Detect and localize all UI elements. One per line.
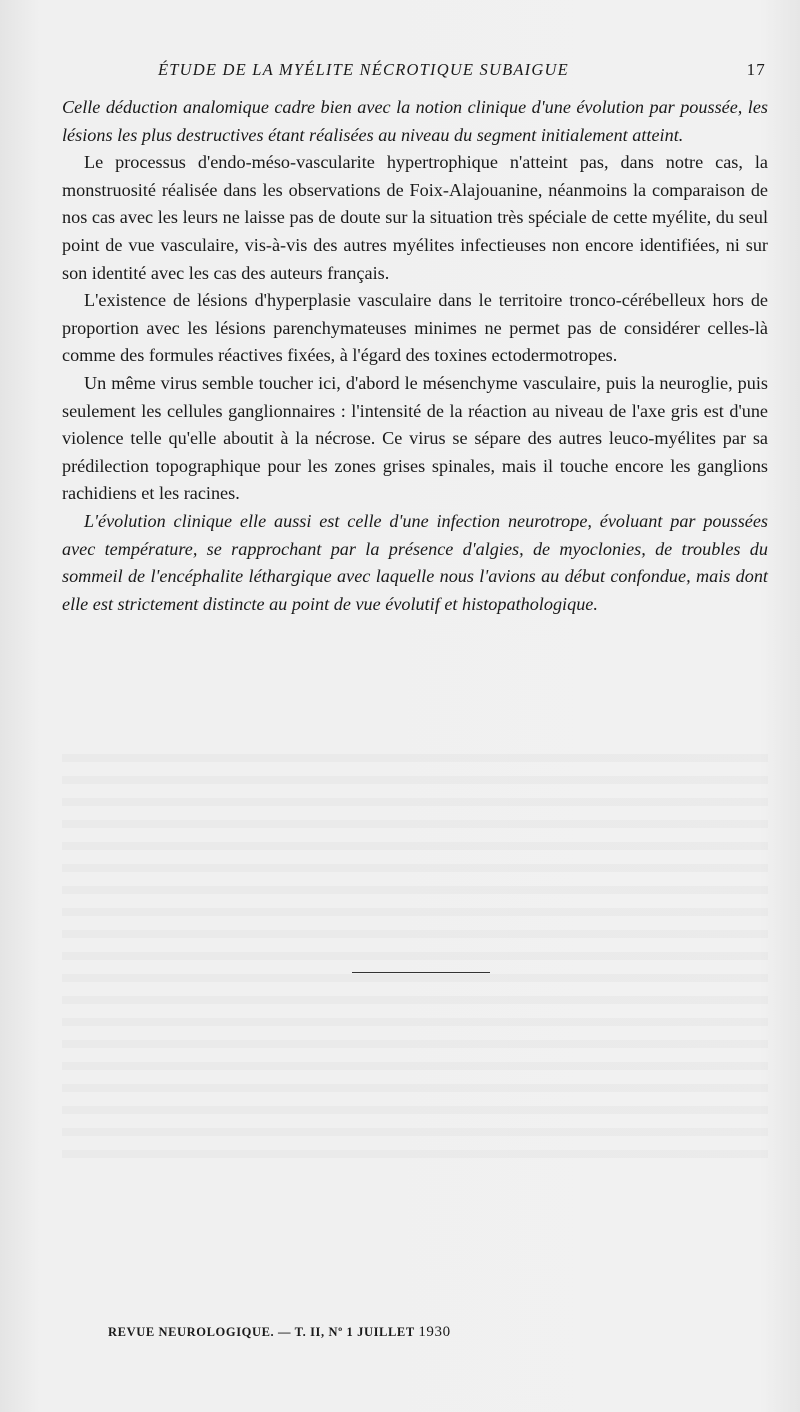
paragraph-virus: Un même virus semble toucher ici, d'abord le mésenchyme vasculaire, puis la neuroglie, puis seulement les cellules ganglionnaires : l'intensité de la réaction au niveau de l'axe gris est d'une violence telle qu'elle aboutit à la nécrose. Ce virus se sépare des autres leuco-myélites par sa prédilection topographique pour les zones grises spinales, mais il touche encore les ganglions rachidiens et les racines. xyxy=(62,372,768,504)
paragraph-evolution-clinique: L'évolution clinique elle aussi est celle d'une infection neurotrope, évoluant par poussées avec température, se rapprochant par la présence d'algies, de myoclonies, de troubles du sommeil de l'encéphalite léthargique avec laquelle nous l'avions au début confondue, mais dont elle est strictement distincte au point de vue évolutif et histopathologique. xyxy=(62,510,768,614)
running-title: ÉTUDE DE LA MYÉLITE NÉCROTIQUE SUBAIGUE xyxy=(158,60,569,79)
paragraph-hyperplasie: L'existence de lésions d'hyperplasie vasculaire dans le territoire tronco-cérébelleux hors de proportion avec les lésions parenchymateuses minimes ne permet pas de considérer celles-là comme des formules réactives fixées, à l'égard des toxines ectodermotropes. xyxy=(62,290,768,366)
page-number: 17 xyxy=(746,60,766,79)
article-body xyxy=(62,94,768,618)
journal-footer xyxy=(108,1324,451,1341)
journal-year: 1930 xyxy=(418,1324,451,1340)
show-through-texture xyxy=(62,740,768,1160)
section-end-rule xyxy=(352,972,490,973)
paragraph-vascularite: Le processus d'endo-méso-vascularite hypertrophique n'atteint pas, dans notre cas, la monstruosité réalisée dans les observations de Foix-Alajouanine, néanmoins la comparaison de nos cas avec les leurs ne laisse pas de doute sur la situation très spéciale de cette myélite, du seul point de vue vasculaire, vis-à-vis des autres myélites infectieuses non encore identifiées, ni sur son identité avec les cas des auteurs français. xyxy=(62,152,768,283)
paragraph-conclusion-anatomic: Celle déduction analomique cadre bien avec la notion clinique d'une évolution par poussée, les lésions les plus destructives étant réalisées au niveau du segment initialement atteint. xyxy=(62,97,768,145)
journal-citation: REVUE NEUROLOGIQUE. — T. II, Nº 1 JUILLET xyxy=(108,1325,415,1339)
running-head xyxy=(60,60,768,84)
